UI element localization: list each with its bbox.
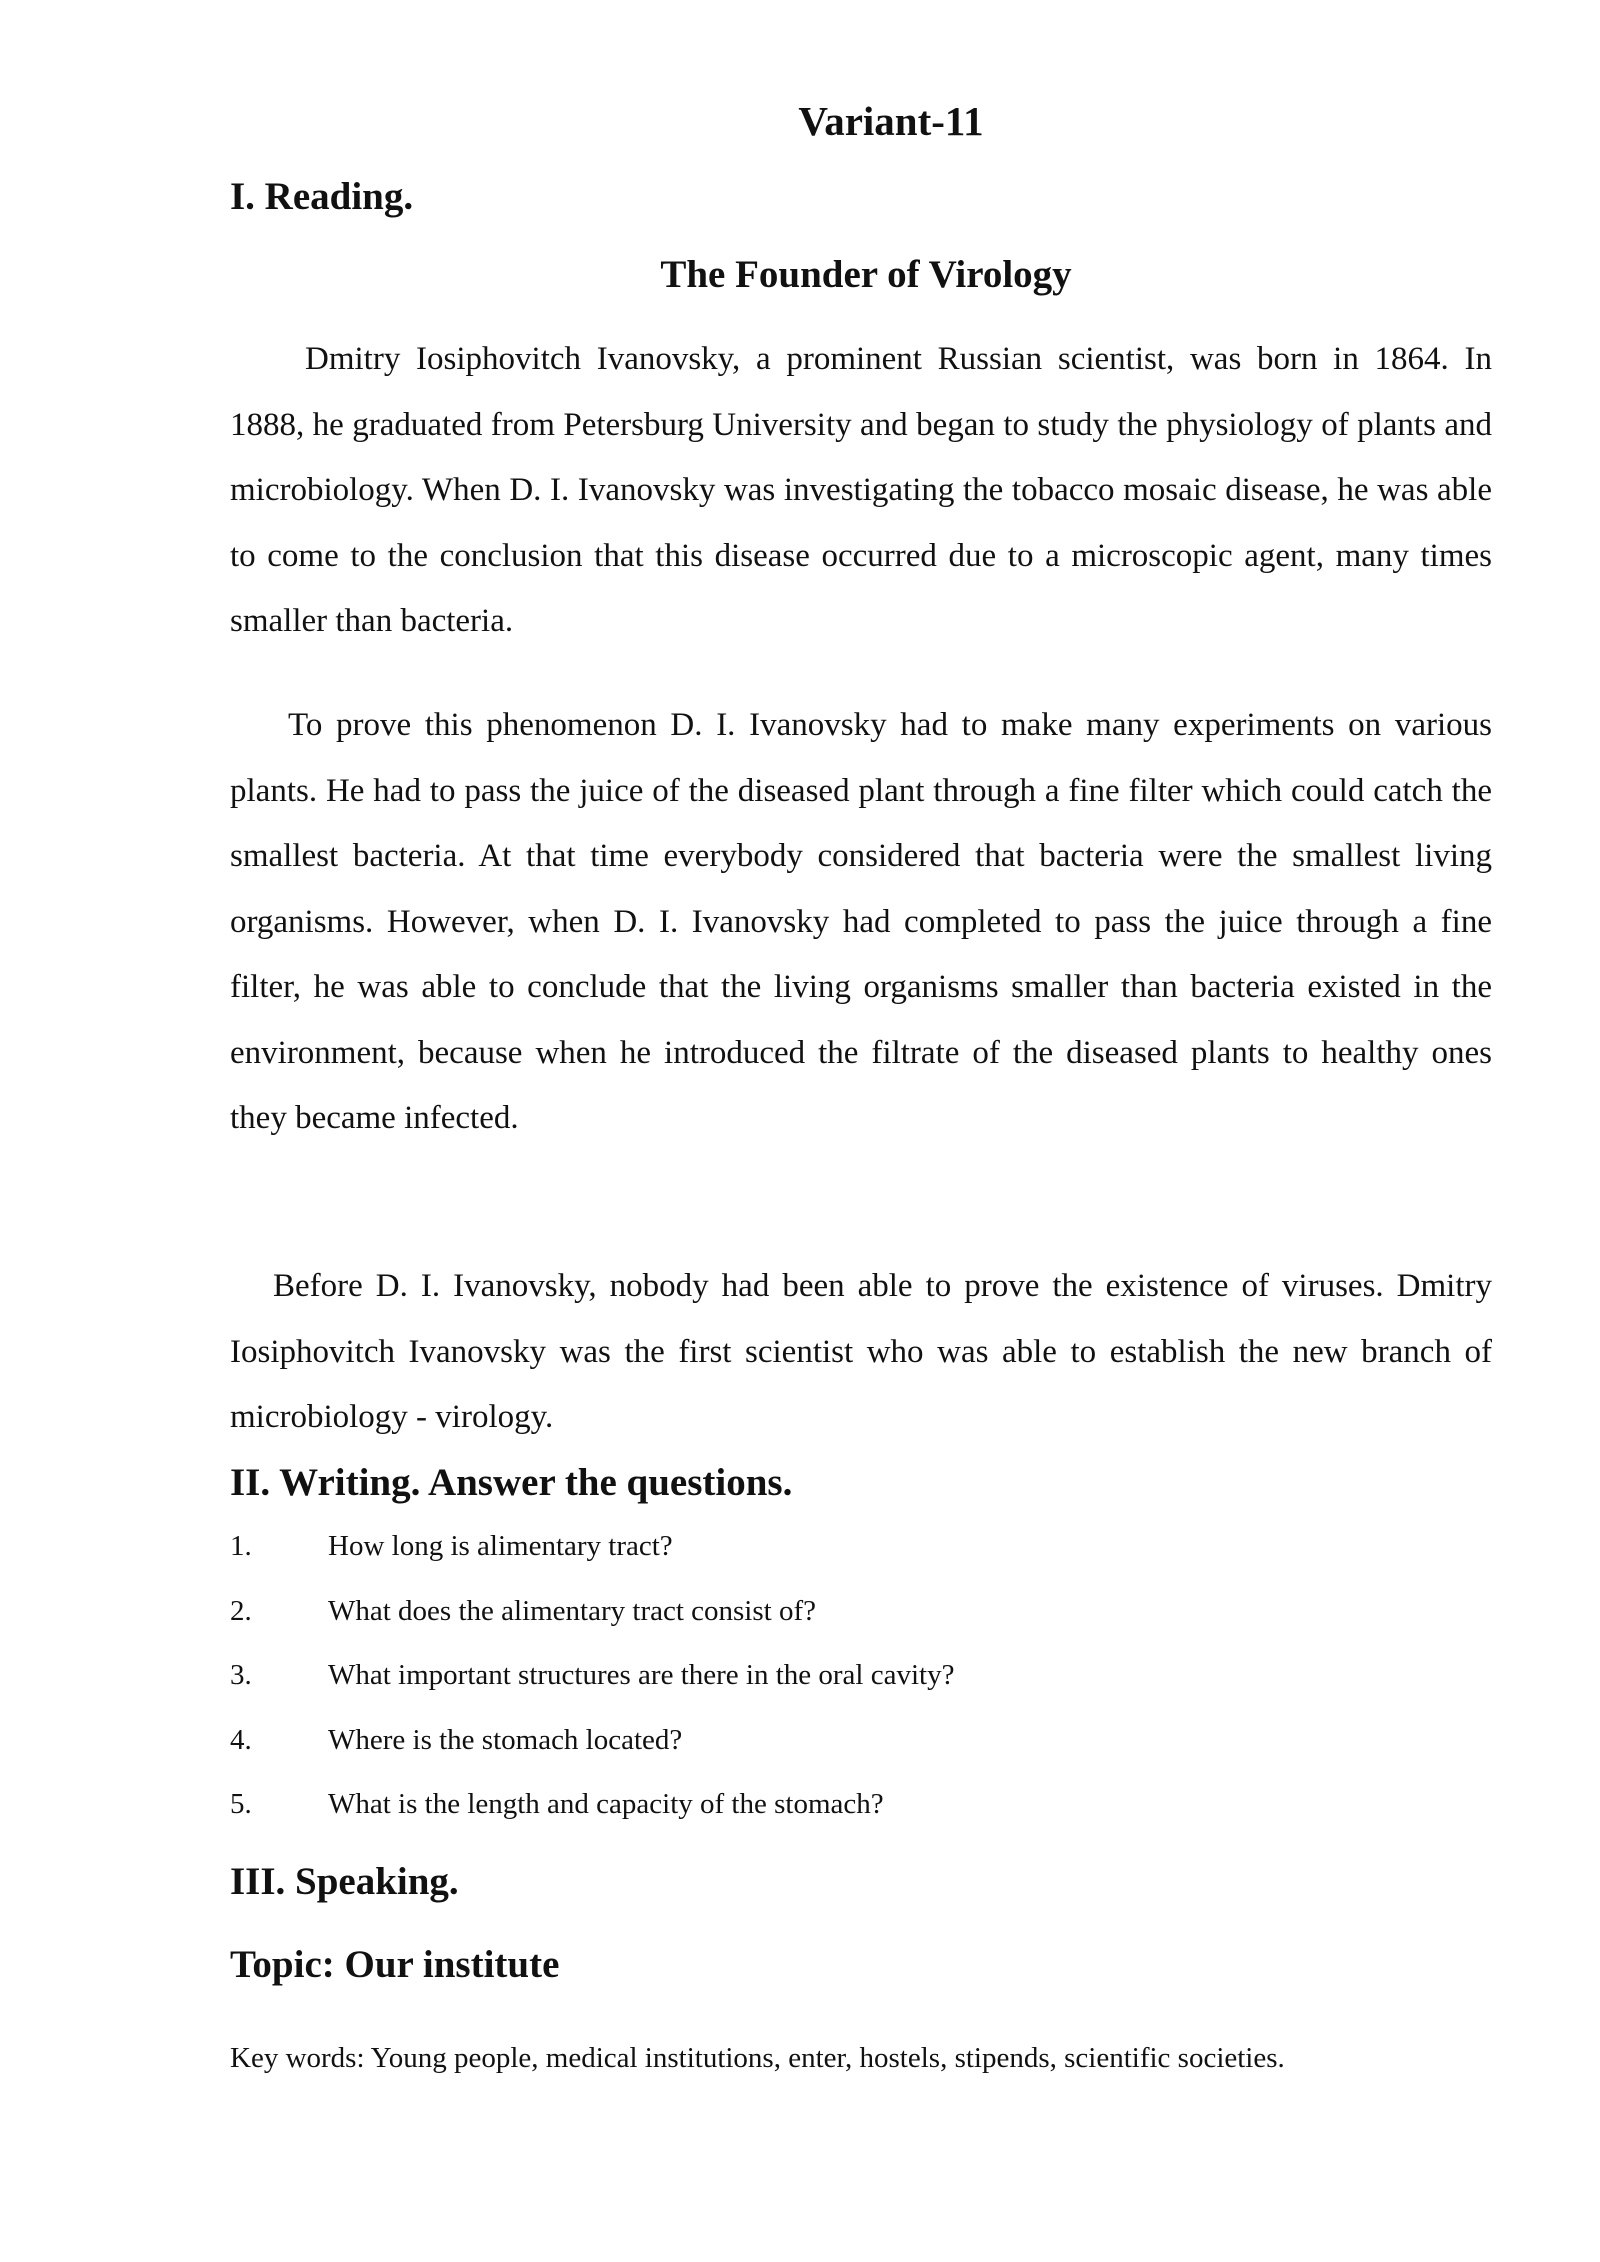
writing-heading: II. Writing. Answer the questions. [230, 1461, 793, 1504]
question-number: 3. [230, 1659, 252, 1691]
question-number: 1. [230, 1530, 252, 1562]
variant-title: Variant-11 [798, 98, 984, 144]
question-item [230, 1784, 1492, 1849]
reading-paragraph-1: Dmitry Iosiphovitch Ivanovsky, a prominent Russian scientist, was born in 1864. In 1888, he graduated from Petersburg University and began to study the physiology of plants and microbiology. When D. I. Ivanovsky was investigating the tobacco mosaic disease, he was able to come to the conclusion that this disease occurred due to a microscopic agent, many times smaller than bacteria. [230, 341, 1492, 639]
question-number: 4. [230, 1723, 252, 1756]
question-text: How long is alimentary tract? [328, 1530, 673, 1562]
question-item [230, 1591, 1492, 1656]
question-item [230, 1720, 1492, 1785]
speaking-topic: Topic: Our institute [230, 1943, 560, 1986]
reading-paragraph-2: To prove this phenomenon D. I. Ivanovsky had to make many experiments on various plants. He had to pass the juice of the diseased plant through a fine filter which could catch the smallest bacteria. At that time everybody considered that bacteria were the smallest living organisms. However, when D. I. Ivanovsky had completed to pass the juice through a fine filter, he was able to conclude that the living organisms smaller than bacteria existed in the environment, because when he introduced the filtrate of the diseased plants to healthy ones they became infected. [230, 707, 1492, 1136]
speaking-keywords: Key words: Young people, medical institutions, enter, hostels, stipends, scientific societies. [230, 2042, 1285, 2074]
question-text: What does the alimentary tract consist of? [328, 1594, 816, 1627]
questions-list [230, 1526, 1492, 1849]
article-title: The Founder of Virology [660, 253, 1072, 296]
speaking-heading: III. Speaking. [230, 1860, 459, 1903]
question-number: 5. [230, 1788, 252, 1820]
question-text: What is the length and capacity of the stomach? [328, 1788, 884, 1820]
question-number: 2. [230, 1594, 252, 1627]
question-text: Where is the stomach located? [328, 1723, 683, 1756]
question-item [230, 1526, 1492, 1591]
question-item [230, 1655, 1492, 1720]
question-text: What important structures are there in the oral cavity? [328, 1659, 955, 1691]
reading-heading: I. Reading. [230, 175, 414, 218]
reading-paragraph-3: Before D. I. Ivanovsky, nobody had been able to prove the existence of viruses. Dmitry Iosiphovitch Ivanovsky was the first scientist who was able to establish the new branch of microbiology - virology. [230, 1268, 1492, 1435]
